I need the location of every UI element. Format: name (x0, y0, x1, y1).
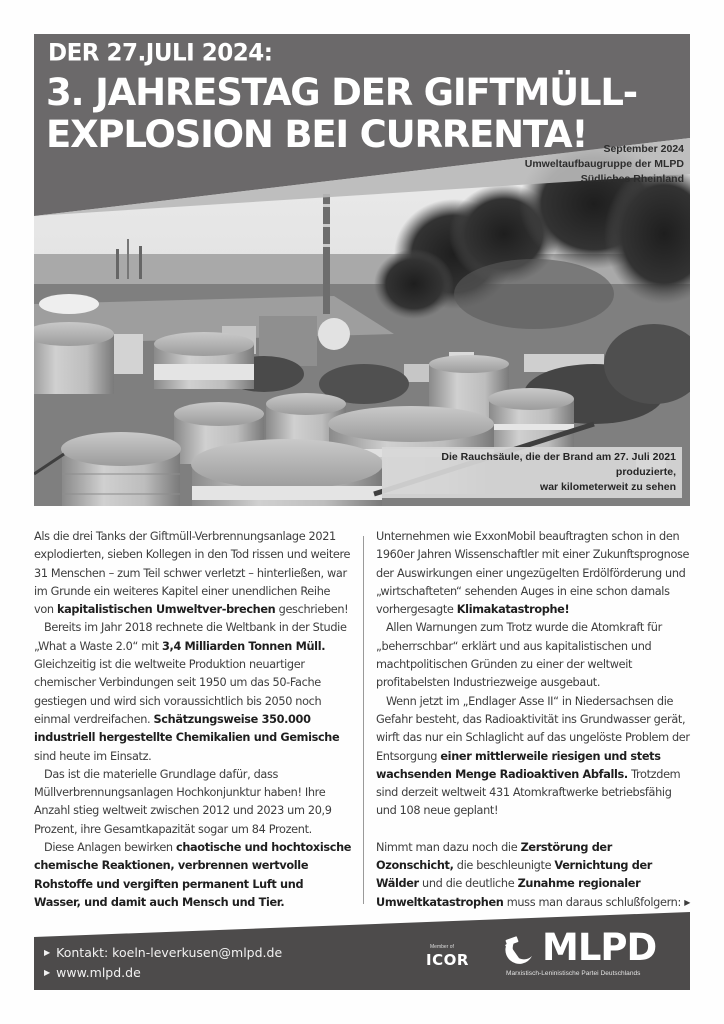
hero-section (34, 34, 690, 506)
article-paragraph (34, 839, 352, 912)
meta-group: Umweltaufbaugruppe der MLPD (524, 158, 684, 170)
body-text: Das ist die materielle Grundlage dafür, dass Müllverbrennungsanlagen Hochkonjunktur haben! Ihre Anzahl stieg weltweit zwischen 2012 und 2023 um 20,9 Prozent, ihre Gesamtkapazität sogar um 84 Prozent. (34, 767, 332, 836)
photo-caption (382, 447, 682, 498)
arrow-right-icon: ▶ (44, 948, 51, 957)
body-text: Trotzdem sind derzeit weltweit 431 Atomkraftwerke betriebsfähig und 108 neue geplant! (376, 767, 681, 818)
body-text: Als die drei Tanks der Giftmüll-Verbrennungsanlage 2021 explodierten, sieben Kollegen in den Tod rissen und weitere 31 Menschen – zum Teil schwer verletzt – hinterließen, war im Grunde ein weiteres Kapitel einer unendlichen Reihe von (34, 530, 351, 617)
column-divider (363, 536, 364, 904)
body-text: und die deutliche (418, 877, 518, 891)
contact-email-link[interactable]: Kontakt: koeln-leverkusen@mlpd.de (56, 945, 283, 960)
icor-logo (426, 944, 469, 969)
hammer-sickle-icon (502, 932, 538, 968)
emphasis-text: Zerstörung der Ozonschicht, (376, 840, 612, 873)
body-text: Unternehmen wie ExxonMobil beauftragten schon in den 1960er Jahren Wissenschaftler mit einer Zukunftsprognose der Auswirkungen einer ungezügelten Erdölförderung und „wirtschafteten“ sehenden Auges in eine schon damals vorhergesagte (376, 530, 690, 617)
article-paragraph (376, 619, 692, 692)
article-paragraph (34, 766, 352, 839)
article-column-right (376, 528, 692, 912)
tank-back-left (34, 322, 114, 394)
emphasis-text: Zunahme regionaler Umweltkatastrophen (376, 877, 641, 909)
website-row[interactable] (44, 963, 282, 983)
meta-region: Südliches Rheinland (580, 173, 684, 185)
mlpd-full-name: Marxistisch-Leninistische Partei Deutschlands (506, 970, 641, 977)
headline-line-1: 3. JAHRESTAG DER GIFTMÜLL- (46, 71, 637, 114)
mlpd-logo (502, 928, 686, 984)
headline-line-2: EXPLOSION BEI CURRENTA! (46, 113, 588, 156)
icor-member-label: Member of (430, 944, 454, 950)
body-text: geschrieben! (275, 603, 349, 617)
arrow-right-icon: ▶ (44, 968, 51, 977)
body-text: Bereits im Jahr 2018 rechnete die Weltbank in der Studie „What a Waste 2.0“ mit (34, 621, 347, 653)
caption-line-1: Die Rauchsäule, die der Brand am 27. Juli 2021 produzierte, (441, 451, 676, 478)
contact-email-row[interactable] (44, 943, 282, 963)
article-column-left (34, 528, 352, 912)
emphasis-text: Klimakatastrophe! (456, 603, 570, 617)
body-text: Nimmt man dazu noch die (376, 840, 521, 854)
mlpd-wordmark: MLPD (542, 926, 657, 969)
kicker-date: DER 27.JULI 2024: (48, 39, 273, 67)
article-paragraph (376, 528, 692, 619)
publication-meta (525, 142, 684, 187)
emphasis-text: 3,4 Milliarden Tonnen Müll. (162, 639, 326, 653)
contact-block (44, 943, 282, 983)
caption-line-2: war kilometerweit zu sehen (540, 481, 676, 493)
icor-name: ICOR (426, 951, 469, 969)
body-text: muss man daraus schlußfolgern: (503, 895, 685, 909)
emphasis-text: Vernichtung der Wälder (376, 859, 653, 891)
arrow-right-icon: ▶ (684, 897, 690, 907)
article-paragraph (34, 528, 352, 619)
emphasis-text: Schätzungsweise 350.000 industriell hergestellte Chemikalien und Gemische (34, 712, 340, 745)
footer (34, 910, 690, 990)
body-text: Wenn jetzt im „Endlager Asse II“ in Niedersachsen die Gefahr besteht, das Radioaktivität ins Grundwasser gerät, wirft das nur ein Schlaglicht auf das ungelöste Problem der Entsorgung (376, 694, 690, 763)
website-link[interactable]: www.mlpd.de (56, 965, 141, 980)
article-paragraph (376, 839, 692, 912)
article-paragraph (376, 693, 692, 821)
body-text: Diese Anlagen bewirken (44, 841, 176, 855)
emphasis-text: einer mittlerweile riesigen und stets wachsenden Menge Radioaktiven Abfalls. (376, 749, 661, 781)
body-text: die beschleunigte (453, 859, 555, 873)
emphasis-text: chaotische und hochtoxische chemische Reaktionen, verbrennen wertvolle Rohstoffe und vergiften permanent Luft und Wasser, und damit auch Mensch und Tier. (34, 841, 352, 909)
emphasis-text: kapitalistischen Umweltver-brechen (56, 603, 276, 617)
body-text: Allen Warnungen zum Trotz wurde die Atomkraft für „beherrschbar“ erklärt und aus kapitalistischen und machtpolitischen Gründen zu einer der weltweit profitabelsten Industriezweige ausgebaut. (376, 621, 662, 690)
body-text: Gleichzeitig ist die weltweite Produktion neuartiger chemischer Verbindungen seit 1950 um das 50-Fache gestiegen und wird sich voraussichtlich bis 2050 noch einmal verdreifachen. (34, 658, 322, 726)
article-paragraph (34, 619, 352, 765)
body-text: sind heute im Einsatz. (34, 749, 152, 763)
meta-date: September 2024 (603, 143, 684, 155)
